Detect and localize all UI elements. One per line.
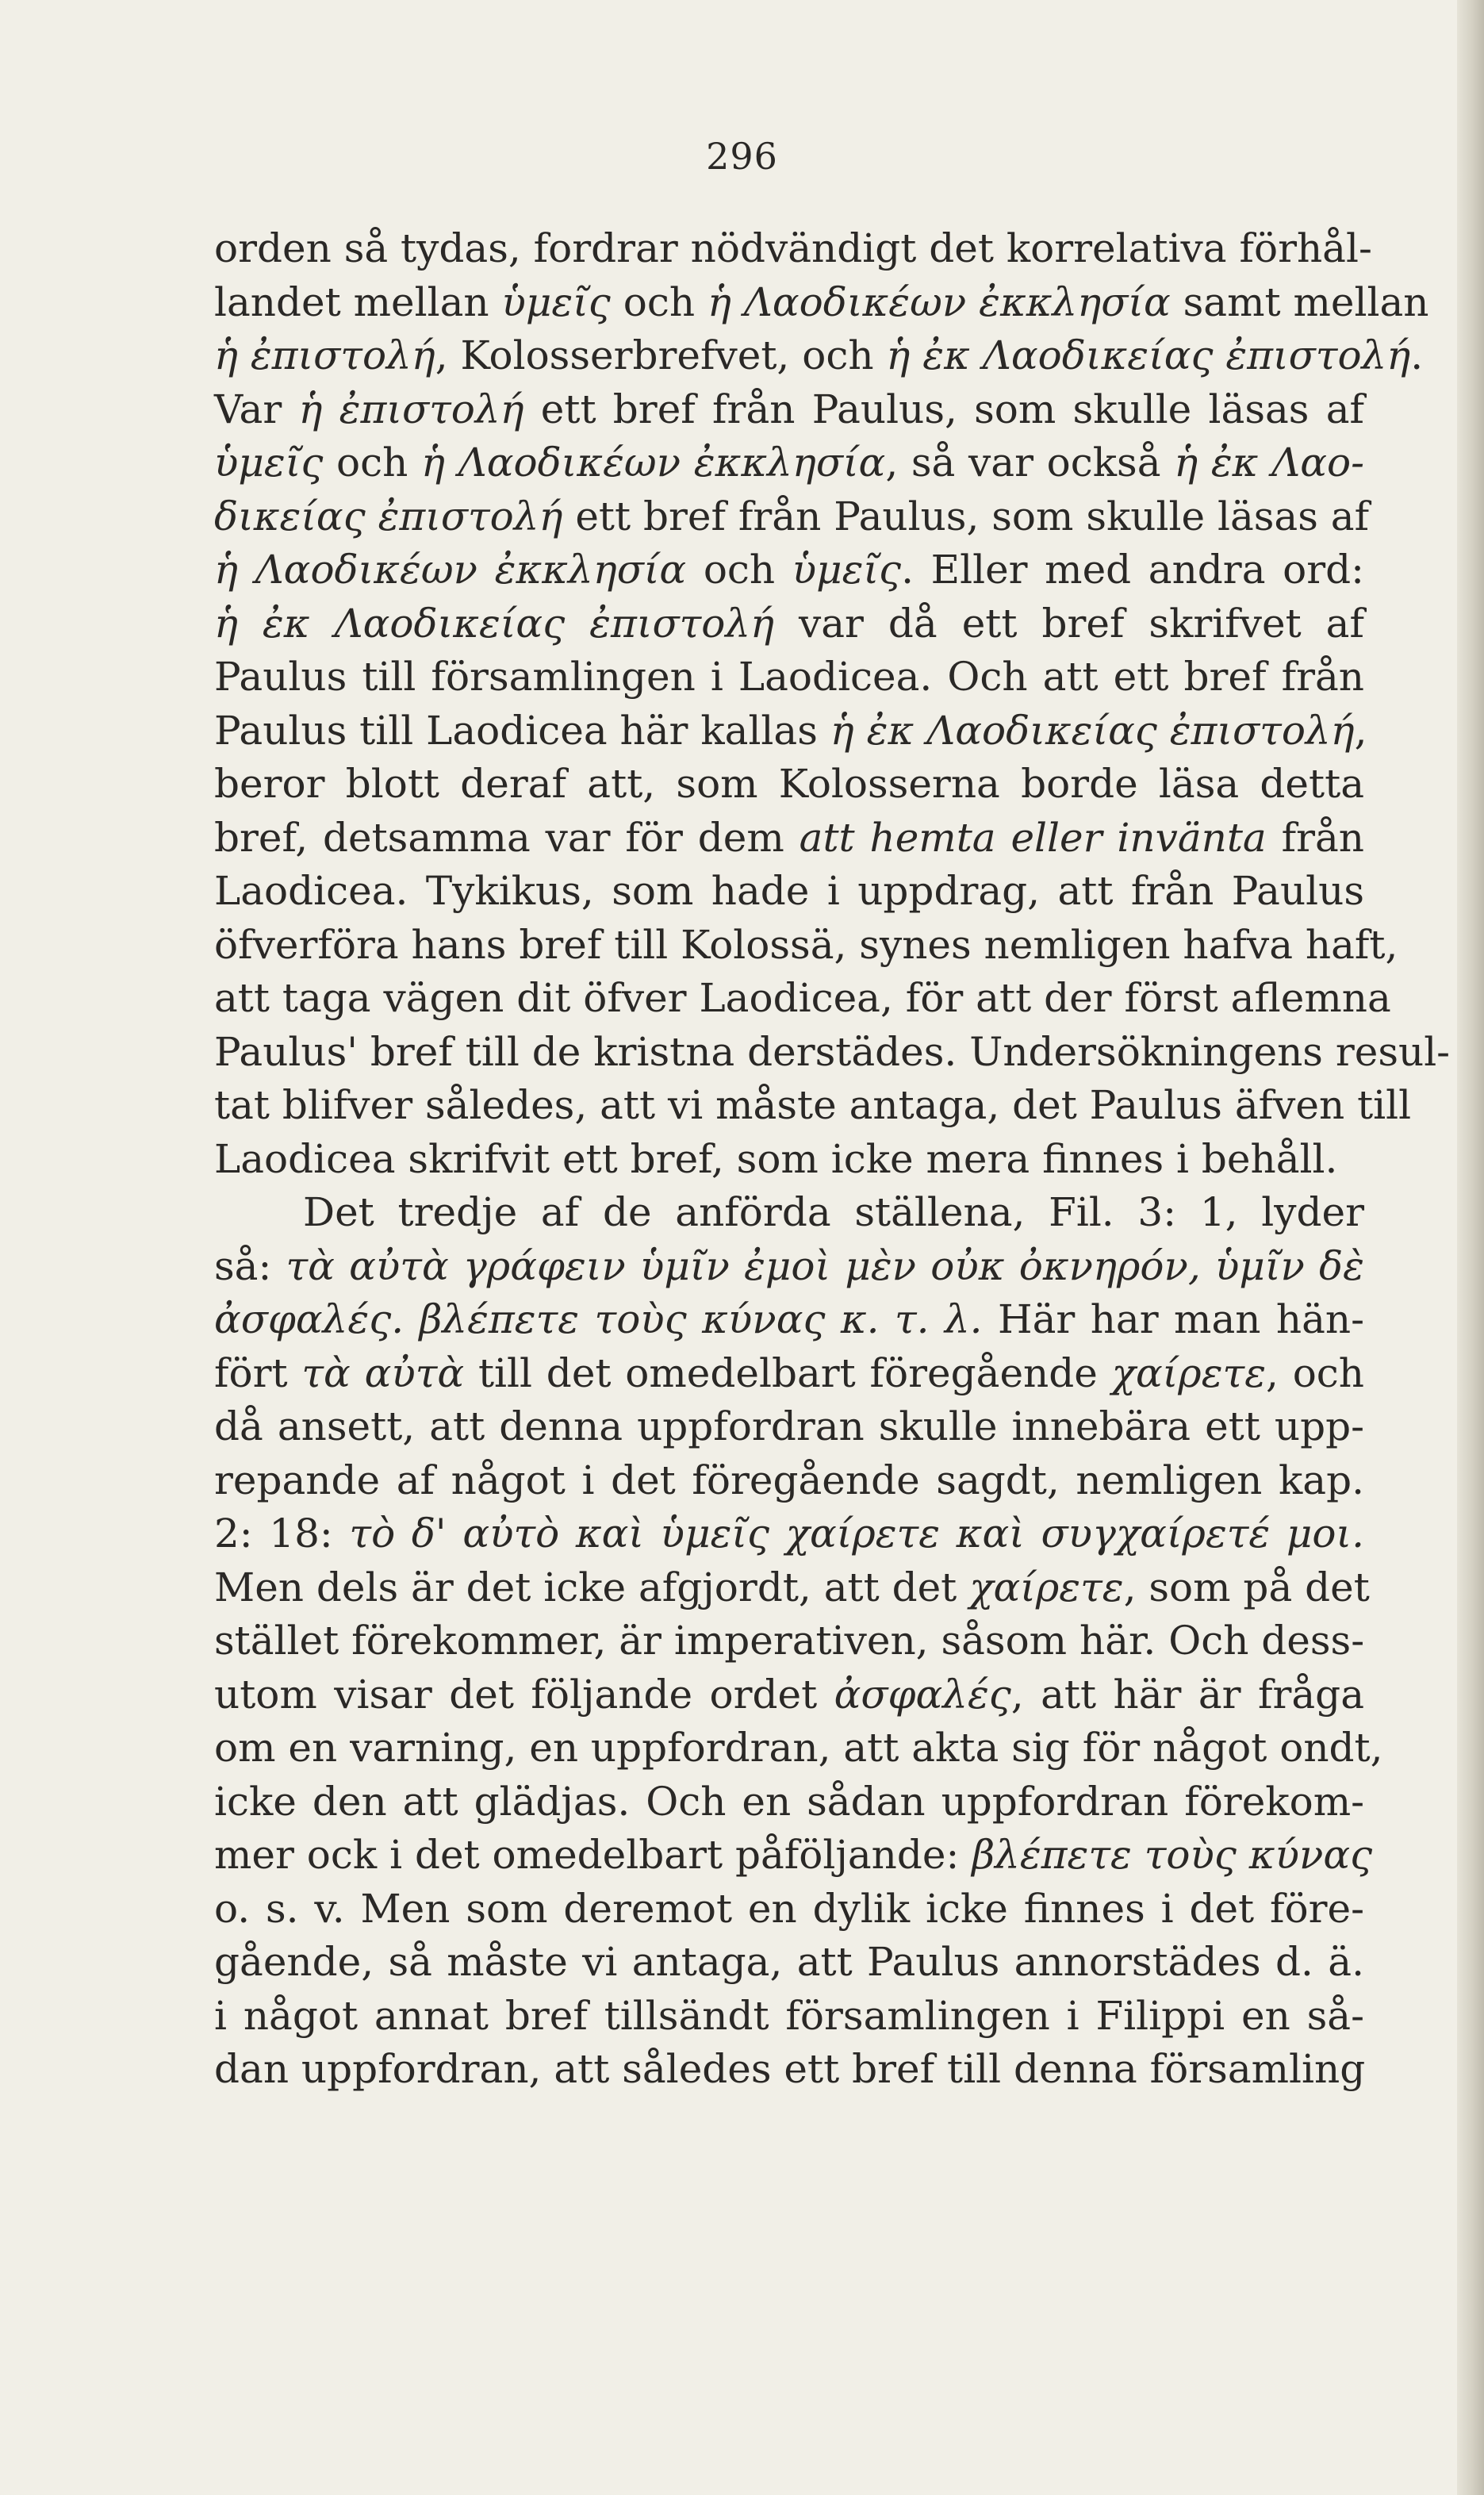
greek-phrase: ἀσφαλές. βλέπετε τοὺς κύνας κ. τ. λ. [214, 1296, 983, 1342]
text-run: Laodicea skrifvit ett bref, som icke mera finnes i behåll. [214, 1135, 1338, 1182]
text-line [214, 704, 1367, 758]
text-line [214, 1454, 1364, 1508]
greek-phrase: ἡ ἐκ Λαοδικείας ἐπιστολή [886, 332, 1411, 378]
text-run: , och [1266, 1349, 1365, 1396]
greek-phrase: ὑμεῖς [214, 440, 324, 486]
text-run: , [1354, 707, 1367, 754]
text-line [214, 436, 1364, 490]
text-run: och [323, 440, 421, 486]
text-line [214, 651, 1364, 704]
text-run: Paulus' bref till de kristna derstädes. Undersökningens resul- [214, 1028, 1451, 1075]
page-edge [1457, 0, 1484, 2495]
emphasized-phrase: att hemta eller invänta [799, 814, 1267, 861]
greek-phrase: τὸ δ' αὐτὸ καὶ ὑμεῖς χαίρετε καὶ συγχαίρετέ μοι. [349, 1510, 1364, 1556]
text-line [214, 597, 1364, 651]
text-line [214, 1775, 1364, 1829]
text-run: då ansett, att denna uppfordran skulle innebära ett upp- [214, 1403, 1364, 1449]
text-line [214, 812, 1364, 866]
text-run: Paulus till församlingen i Laodicea. Och att ett bref från [214, 654, 1364, 700]
greek-phrase: ἡ ἐπιστολή [298, 386, 524, 432]
text-line [214, 1614, 1364, 1668]
text-run: , Kolosserbrefvet, och [435, 332, 887, 378]
text-run: , att här är fråga [1010, 1671, 1365, 1718]
text-run: 2: 18: [214, 1510, 350, 1556]
text-line [214, 1400, 1364, 1454]
text-run: utom visar det följande ordet [214, 1671, 834, 1718]
text-run: orden så tydas, fordrar nödvändigt det korrelativa förhål- [214, 225, 1372, 271]
text-run: ett bref från Paulus, som skulle läsas af [523, 386, 1365, 432]
greek-phrase: βλέπετε τοὺς κύνας [972, 1832, 1373, 1878]
text-line [214, 1133, 1364, 1187]
greek-phrase: ἀσφαλές [834, 1671, 1011, 1718]
greek-phrase: δικείας ἐπιστολή [214, 493, 563, 539]
text-line [214, 1990, 1364, 2044]
greek-phrase: τὰ αὐτὰ γράφειν ὑμῖν ἐμοὶ μὲν οὐκ ὀκνηρόν, ὑμῖν δὲ [286, 1242, 1364, 1289]
text-line [214, 1079, 1412, 1133]
text-run: Men dels är det icke afgjordt, att det [214, 1564, 970, 1610]
greek-phrase: ἡ ἐπιστολή [214, 332, 435, 378]
text-line [214, 490, 1370, 544]
text-run: om en varning, en uppfordran, att akta sig för något ondt, [214, 1725, 1383, 1771]
text-run: , så var också [885, 440, 1175, 486]
text-run: o. s. v. Men som deremot en dylik icke finnes i det före- [214, 1885, 1364, 1932]
text-run: så: [214, 1242, 286, 1289]
text-run: samt mellan [1170, 278, 1429, 325]
greek-phrase: τὰ αὐτὰ [301, 1349, 465, 1396]
greek-phrase: ὑμεῖς [501, 278, 611, 325]
greek-phrase: χαίρετε [969, 1564, 1124, 1610]
text-line [214, 276, 1429, 330]
text-line [214, 1026, 1451, 1080]
text-run: att taga vägen dit öfver Laodicea, för att der först aflemna [214, 975, 1391, 1021]
page-number: 296 [706, 135, 778, 178]
text-line [214, 2043, 1364, 2097]
text-line [214, 383, 1364, 437]
text-run: bref, detsamma var för dem [214, 814, 800, 861]
text-line [214, 919, 1398, 973]
text-run: från [1266, 814, 1365, 861]
text-line [214, 1936, 1364, 1990]
text-run: ett bref från Paulus, som skulle läsas af [562, 493, 1370, 539]
text-run: gående, så måste vi antaga, att Paulus annorstädes d. ä. [214, 1939, 1364, 1985]
text-line [214, 1507, 1364, 1561]
greek-phrase: ἡ ἐκ Λαοδικείας ἐπιστολή [830, 707, 1355, 754]
greek-phrase: ἡ Λαοδικέων ἐκκλησία [214, 547, 687, 593]
text-line [214, 1668, 1364, 1722]
text-line [214, 758, 1364, 812]
text-run: var då ett bref skrifvet af [774, 600, 1364, 647]
text-run: tat blifver således, att vi måste antaga, det Paulus äfven till [214, 1082, 1412, 1128]
text-line [214, 222, 1372, 276]
text-line [214, 329, 1424, 383]
text-run: och [610, 278, 707, 325]
text-run: repande af något i det föregående sagdt, nemligen kap. [214, 1457, 1364, 1503]
greek-phrase: ἡ Λαοδικέων ἐκκλησία [421, 440, 886, 486]
text-run: beror blott deraf att, som Kolosserna borde läsa detta [214, 761, 1364, 807]
greek-phrase: ἡ ἐκ Λαοδικείας ἐπιστολή [214, 600, 775, 647]
text-run: stället förekommer, är imperativen, såsom här. Och dess- [214, 1618, 1365, 1664]
text-line [214, 1240, 1364, 1294]
greek-phrase: ὑμεῖς [792, 547, 902, 593]
text-run: , som på det [1123, 1564, 1370, 1610]
text-line [214, 1883, 1364, 1937]
text-line [214, 865, 1364, 919]
text-run: fört [214, 1349, 302, 1396]
text-line [214, 1722, 1383, 1775]
text-run: Här har man hän- [982, 1296, 1365, 1342]
text-run: . Eller med andra ord: [901, 547, 1364, 593]
text-line [214, 1347, 1364, 1401]
text-run: till det omedelbart föregående [464, 1349, 1112, 1396]
text-run: Paulus till Laodicea här kallas [214, 707, 830, 754]
text-run: dan uppfordran, att således ett bref till denna församling [214, 2046, 1366, 2092]
text-run: öfverföra hans bref till Kolossä, synes nemligen hafva haft, [214, 921, 1398, 968]
text-run: icke den att glädjas. Och en sådan uppfordran förekom- [214, 1778, 1364, 1825]
text-run: Laodicea. Tykikus, som hade i uppdrag, att från Paulus [214, 868, 1364, 914]
greek-phrase: χαίρετε [1111, 1349, 1267, 1396]
text-run: och [686, 547, 792, 593]
greek-phrase: ἡ Λαοδικέων ἐκκλησία [707, 278, 1171, 325]
text-run: Det tredje af de anförda ställena, Fil. 3: 1, lyder [303, 1189, 1364, 1235]
text-run: mer ock i det omedelbart påföljande: [214, 1832, 972, 1878]
text-run: Var [214, 386, 299, 432]
text-run: landet mellan [214, 278, 502, 325]
text-line [214, 972, 1391, 1026]
text-line [214, 543, 1364, 597]
text-run: . [1410, 332, 1424, 378]
text-run: i något annat bref tillsändt församlingen i Filippi en så- [214, 1992, 1364, 2039]
text-line [214, 1829, 1373, 1883]
body-text [214, 222, 1451, 2097]
text-line [214, 1561, 1370, 1615]
greek-phrase: ἡ ἐκ Λαο- [1174, 440, 1364, 486]
text-line [214, 1293, 1364, 1347]
text-line [214, 1186, 1364, 1240]
